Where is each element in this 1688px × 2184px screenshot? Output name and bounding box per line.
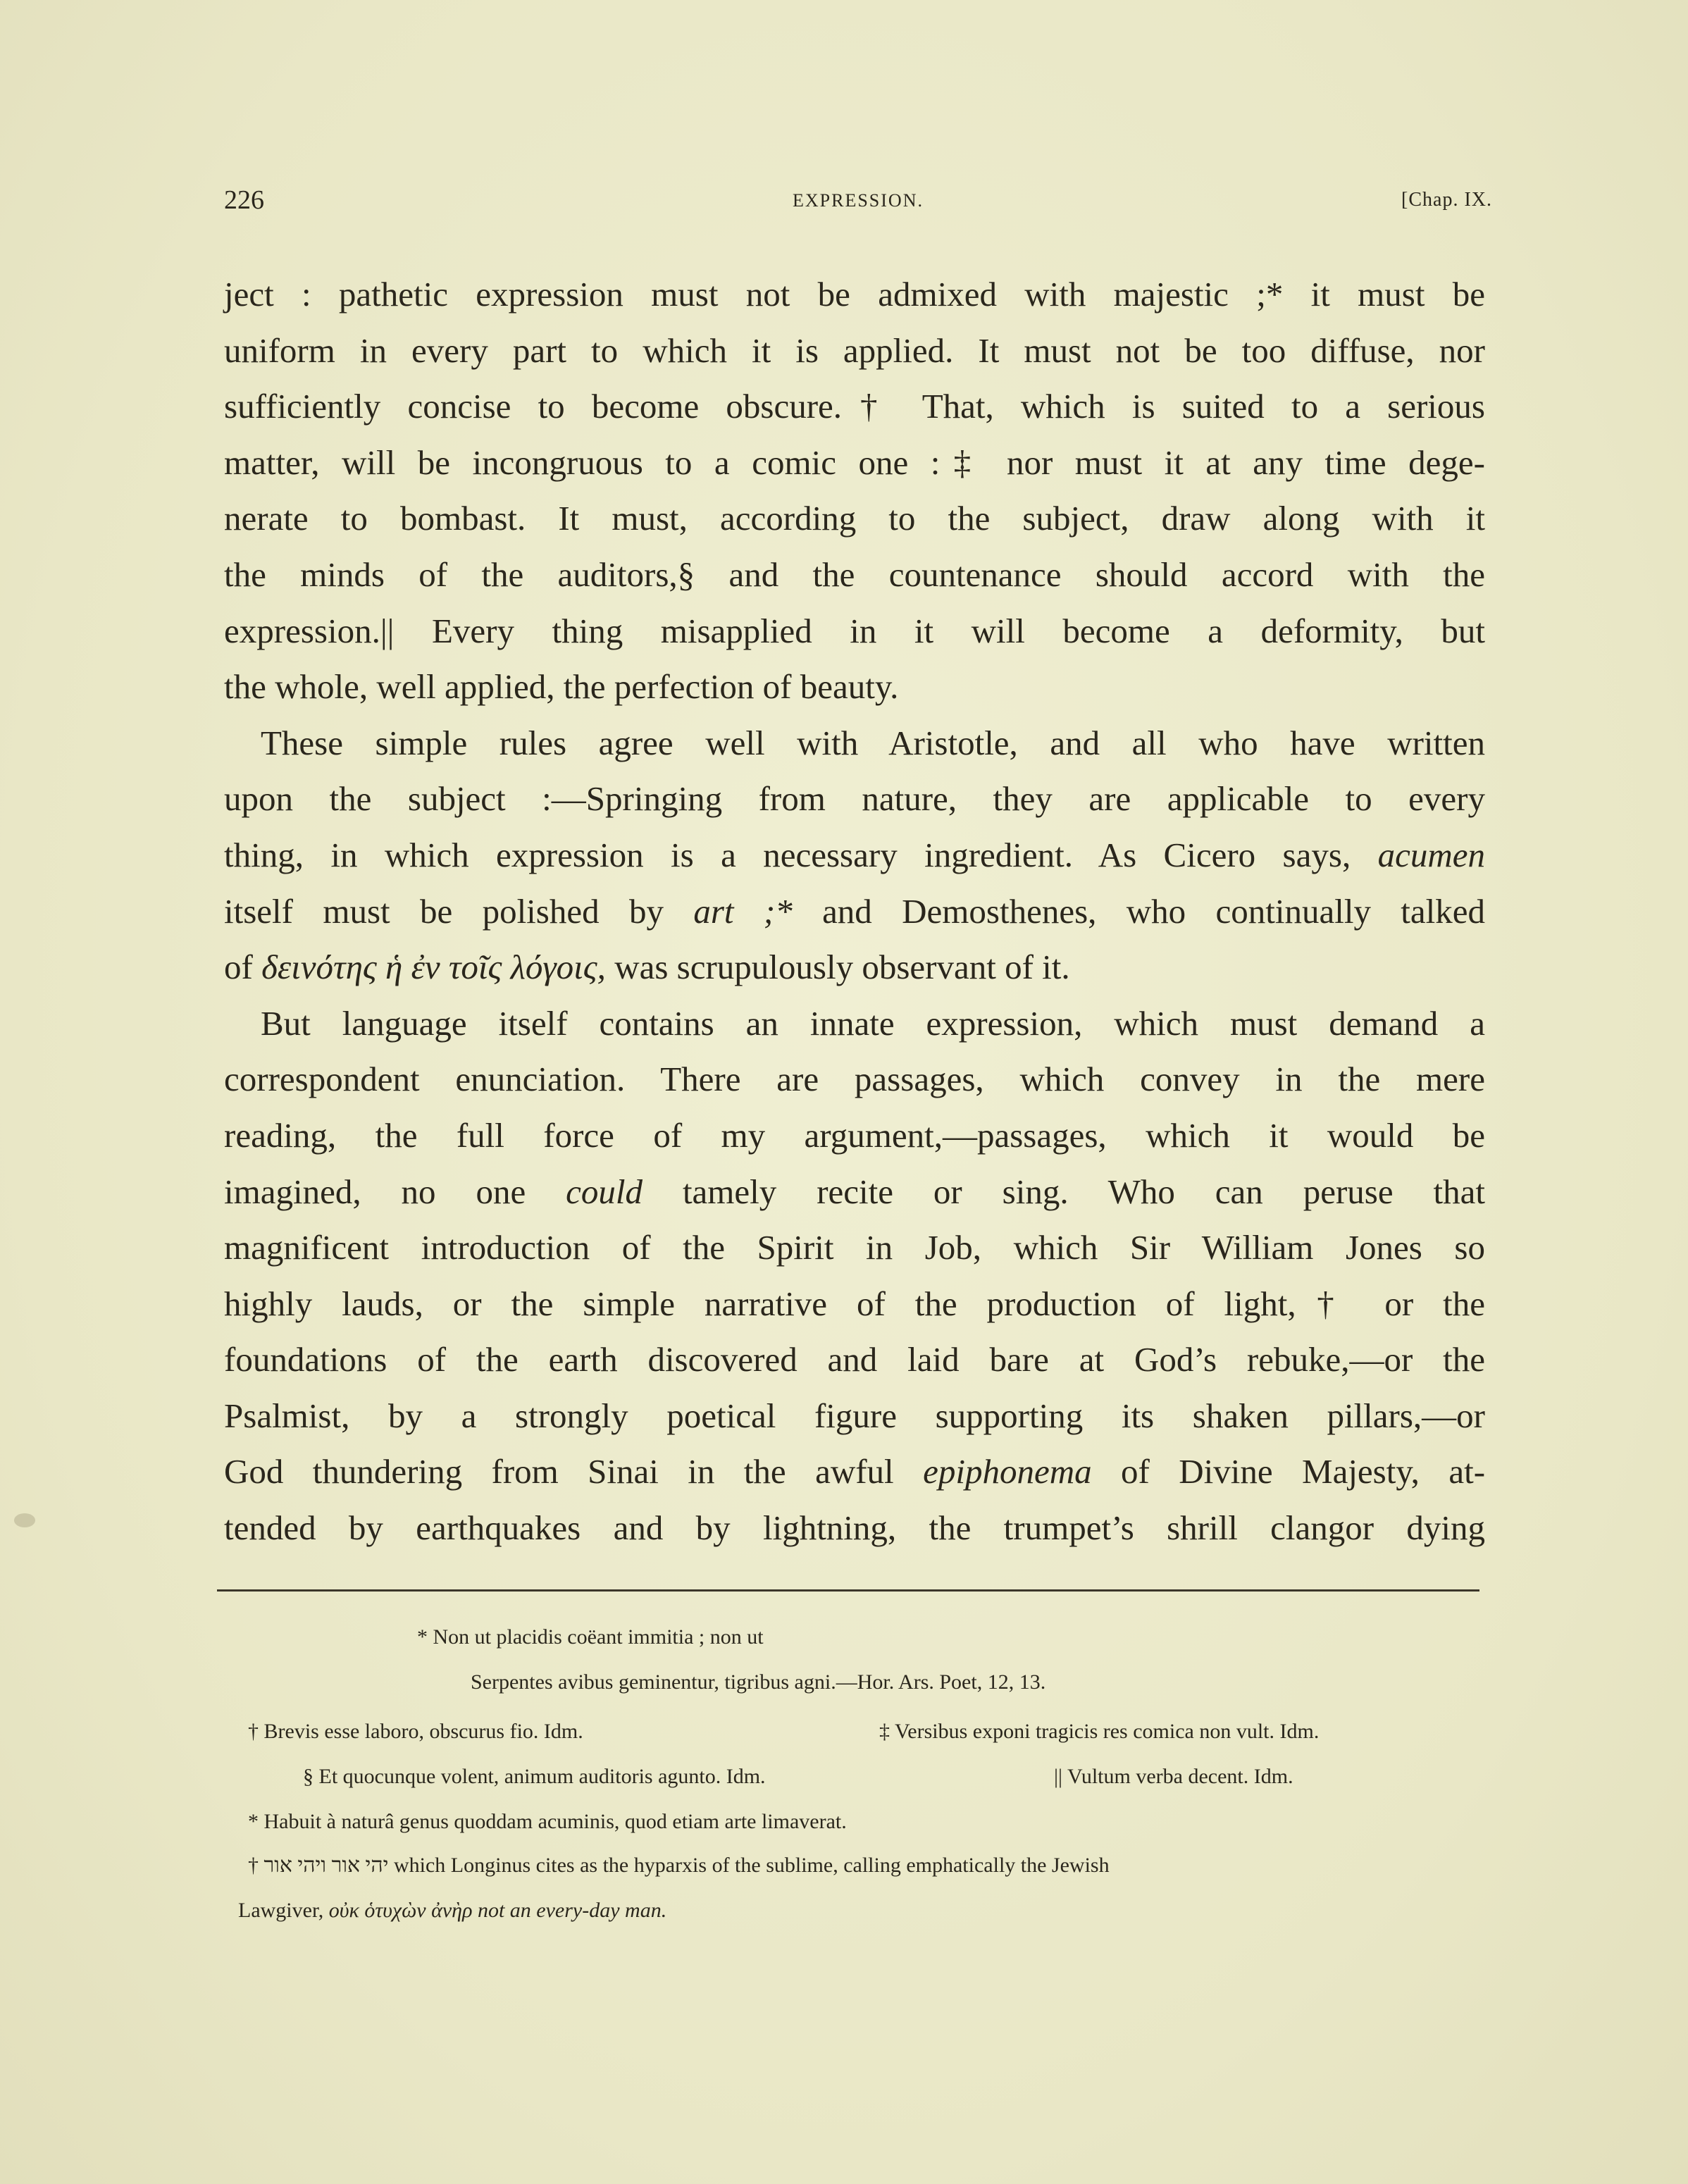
paragraph-3: [224, 995, 1485, 1556]
text-segment: was scrupulously observant of it.: [614, 948, 1070, 987]
footnote-8: [238, 1897, 666, 1925]
footnote-divider: [217, 1589, 1479, 1592]
text-line: tended by earthquakes and by lightning, the trumpet’s shrill clangor dying: [224, 1508, 1485, 1548]
text-line: upon the subject :—Springing from nature, they are applicable to every: [224, 779, 1485, 819]
text-line: sufficiently concise to become obscure.† That, which is suited to a serious: [224, 387, 1485, 426]
footnote-1a: * Non ut placidis coëant immitia ; non ut: [417, 1625, 764, 1649]
text-line: reading, the full force of my argument,—passages, which it would be: [224, 1115, 1485, 1155]
text-line: the minds of the auditors,§ and the countenance should accord with the: [224, 554, 1485, 594]
text-segment: itself must be polished by: [224, 891, 664, 931]
paragraph-2: [224, 715, 1485, 995]
footnote-2: † Brevis esse laboro, obscurus fio. Idm.: [248, 1720, 583, 1743]
text-line: the whole, well applied, the perfection of beauty.: [224, 667, 899, 707]
italic-term: acumen: [1377, 835, 1485, 874]
text-line: [224, 1444, 1485, 1500]
italic-term: art ;*: [693, 891, 793, 931]
text-segment: and Demosthenes, who continually talked: [822, 891, 1486, 931]
text-segment: of: [224, 948, 253, 987]
text-line: [224, 939, 1485, 995]
footnote-3: ‡ Versibus exponi tragicis res comica non vult. Idm.: [879, 1720, 1320, 1743]
text-segment: imagined, no one: [224, 1172, 526, 1211]
footnote-1b: Serpentes avibus geminentur, tigribus agni.—Hor. Ars. Poet, 12, 13.: [471, 1670, 1046, 1694]
running-header: [224, 185, 1492, 220]
italic-term: epiphonema: [923, 1452, 1092, 1491]
text-line: ject : pathetic expression must not be admixed with majestic ;* it must be: [224, 275, 1485, 314]
text-line: [224, 883, 1485, 940]
text-line: Psalmist, by a strongly poetical figure supporting its shaken pillars,—or: [224, 1396, 1485, 1435]
greek-phrase: δεινότης ἡ ἐν τοῖς λόγοις,: [261, 948, 606, 987]
text-line: [224, 1164, 1485, 1220]
footnote-6: * Habuit à naturâ genus quoddam acuminis, quod etiam arte limaverat.: [248, 1810, 847, 1833]
text-segment: thing, in which expression is a necessary ingredient. As Cicero says,: [224, 835, 1351, 874]
italic-term: could: [566, 1172, 643, 1211]
footnote-5: || Vultum verba decent. Idm.: [1054, 1765, 1293, 1788]
text-segment: of Divine Majesty, at-: [1121, 1452, 1486, 1491]
greek-phrase: οὐκ ὁτυχὼν ἀνὴρ not an every-day man.: [328, 1899, 667, 1922]
paragraph-1: [224, 266, 1485, 715]
text-line: expression.|| Every thing misapplied in it will become a deformity, but: [224, 611, 1485, 650]
main-text: [224, 266, 1485, 1556]
hebrew-phrase: † יהי אור ויהי אור: [248, 1854, 389, 1877]
text-line: These simple rules agree well with Aristotle, and all who have written: [261, 723, 1485, 762]
text-line: uniform in every part to which it is applied. It must not be too diffuse, nor: [224, 330, 1485, 370]
text-segment: which Longinus cites as the hyparxis of the sublime, calling emphatically the Jewish: [393, 1854, 1110, 1877]
text-segment: Lawgiver,: [238, 1899, 324, 1922]
text-line: highly lauds, or the simple narrative of the production of light,† or the: [224, 1284, 1485, 1323]
footnote-4: § Et quocunque volent, animum auditoris agunto. Idm.: [303, 1765, 766, 1788]
text-line: [224, 827, 1485, 883]
text-line: nerate to bombast. It must, according to the subject, draw along with it: [224, 499, 1485, 538]
chapter-label: [Chap. IX.: [1401, 189, 1492, 211]
text-line: But language itself contains an innate expression, which must demand a: [261, 1003, 1485, 1043]
ink-blot: [14, 1513, 35, 1527]
text-line: matter, will be incongruous to a comic one :‡ nor must it at any time dege-: [224, 442, 1485, 482]
text-line: foundations of the earth discovered and laid bare at God’s rebuke,—or the: [224, 1340, 1485, 1379]
text-segment: God thundering from Sinai in the awful: [224, 1452, 894, 1491]
text-line: correspondent enunciation. There are passages, which convey in the mere: [224, 1060, 1485, 1099]
text-segment: tamely recite or sing. Who can peruse that: [682, 1172, 1486, 1211]
running-title: EXPRESSION.: [793, 190, 924, 211]
text-line: magnificent introduction of the Spirit in Job, which Sir William Jones so: [224, 1228, 1485, 1267]
footnote-7: [248, 1851, 1110, 1880]
page-number: 226: [224, 185, 264, 215]
